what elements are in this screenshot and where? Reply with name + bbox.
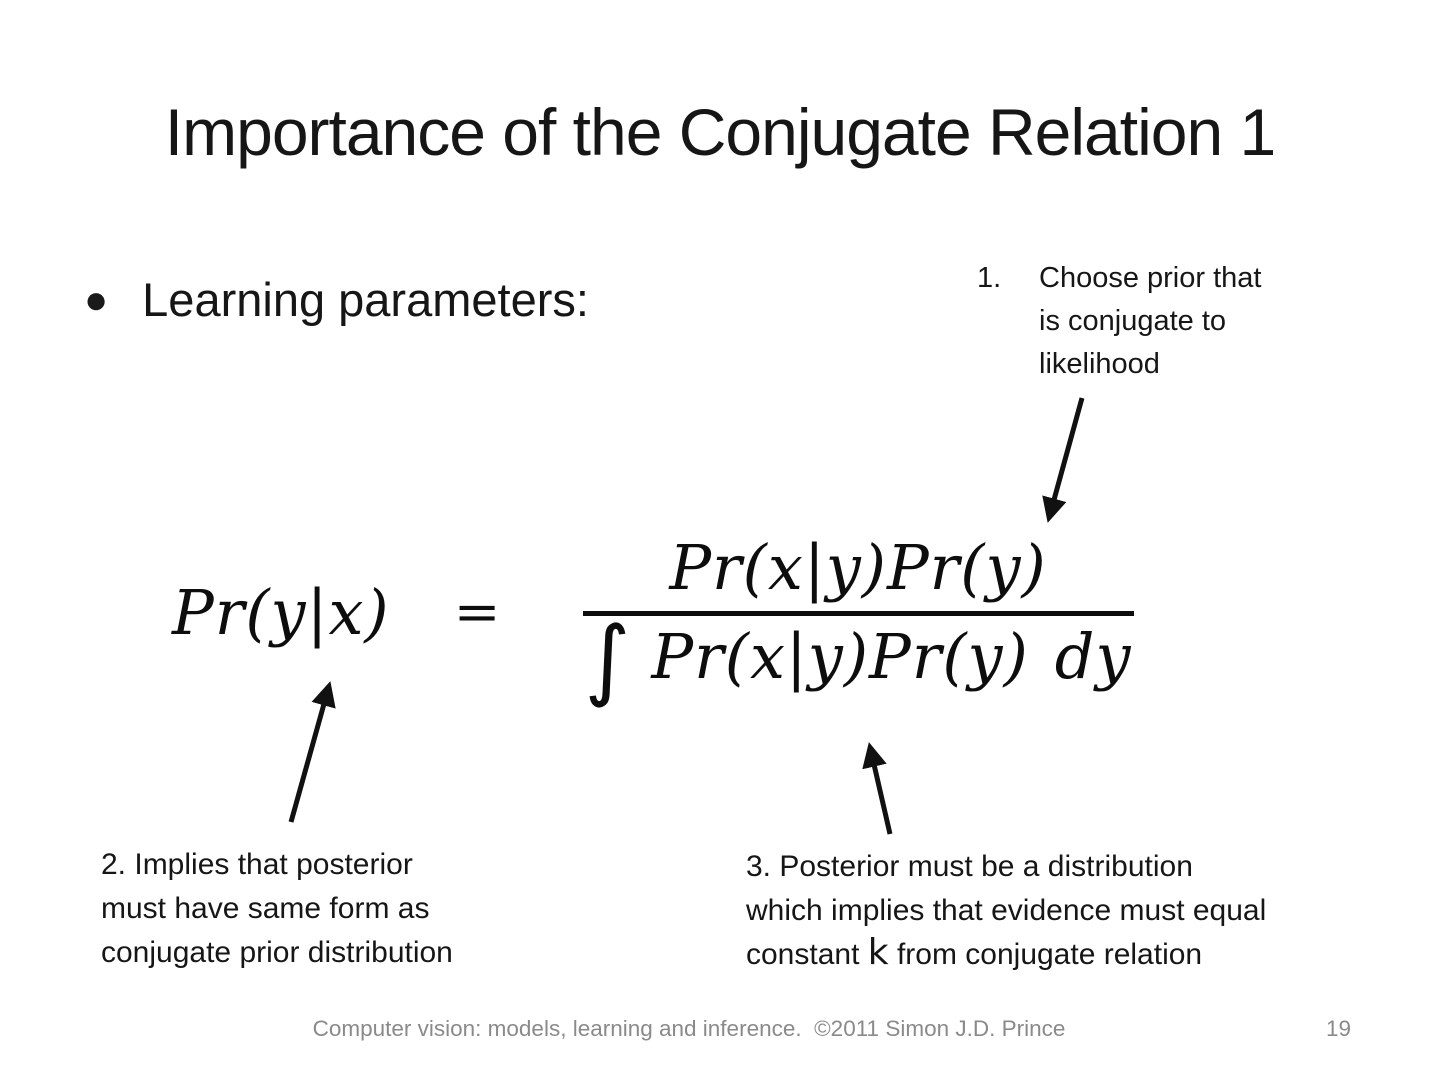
callout-line (746, 933, 1266, 977)
fraction-numerator: Pr(x|y)Pr(y) (669, 531, 1047, 604)
callout-line: Choose prior that (1039, 262, 1262, 294)
footer-attribution: Computer vision: models, learning and inference. ©2011 Simon J.D. Prince (312, 1016, 1066, 1041)
callout-evidence-constant (746, 845, 1266, 977)
callout-line: likelihood (1039, 348, 1160, 380)
equation-posterior-term: Pr(y|x) (172, 575, 390, 649)
bayes-equation (172, 531, 1134, 710)
callout-line: is conjugate to (1039, 305, 1227, 337)
arrow-to-evidence-icon (870, 747, 890, 834)
arrow-to-posterior-icon (291, 686, 329, 822)
callout-line: must have same form as (101, 892, 430, 925)
equals-sign: = (453, 581, 501, 643)
callout-lines (1039, 257, 1261, 386)
callout-line: which implies that evidence must equal (746, 894, 1267, 927)
page-number: 19 (1326, 1016, 1352, 1041)
denominator-terms: Pr(x|y)Pr(y) (651, 620, 1029, 693)
callout-line: 2. Implies that posterior (101, 848, 413, 881)
callout-line-pre: constant (746, 938, 868, 971)
callout-line: 3. Posterior must be a distribution (746, 850, 1193, 883)
bullet-text: Learning parameters: (142, 273, 589, 326)
differential-dy: dy (1054, 620, 1132, 693)
equation-fraction (583, 531, 1134, 710)
arrow-to-prior-icon (1049, 398, 1082, 518)
callout-number: 1. (977, 262, 1002, 294)
callout-line: conjugate prior distribution (101, 936, 453, 969)
slide-title: Importance of the Conjugate Relation 1 (164, 95, 1276, 169)
constant-k: k (867, 932, 889, 973)
fraction-denominator: ∫ Pr(x|y)Pr(y) dy (584, 606, 1132, 710)
bullet-icon: ● (84, 278, 109, 322)
callout-posterior-form (101, 843, 453, 975)
callout-choose-prior (977, 257, 1261, 386)
callout-line-post: from conjugate relation (888, 938, 1203, 971)
bullet-item (84, 270, 589, 330)
